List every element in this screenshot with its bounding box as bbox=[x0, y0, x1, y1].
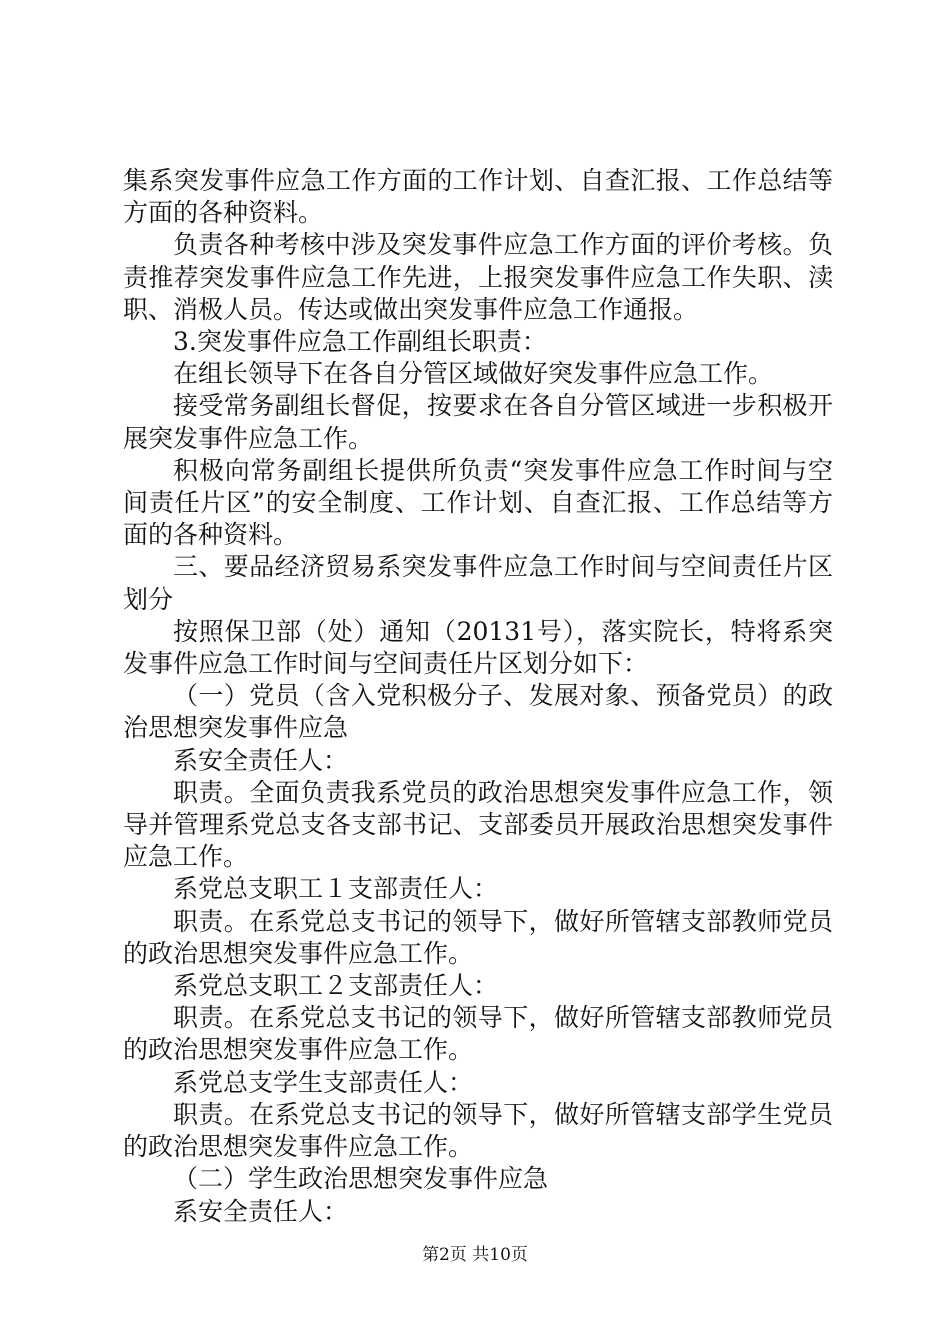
paragraph: 在组长领导下在各自分管区域做好突发事件应急工作。 bbox=[173, 359, 774, 389]
document-body bbox=[123, 165, 833, 1228]
subsection-heading: （二）学生政治思想突发事件应急 bbox=[173, 1164, 549, 1194]
paragraph: 职责。全面负责我系党员的政治思想突发事件应急工作，领导并管理系党总支各支部书记、支部委员开展政治思想突发事件应急工作。 bbox=[123, 777, 833, 872]
paragraph: 负责各种考核中涉及突发事件应急工作方面的评价考核。负责推荐突发事件应急工作先进，上报突发事件应急工作失职、渎职、消极人员。传达或做出突发事件应急工作通报。 bbox=[123, 230, 833, 324]
paragraph: 系安全责任人： bbox=[173, 1196, 349, 1226]
subsection-heading: （一）党员（含入党积极分子、发展对象、预备党员）的政治思想突发事件应急 bbox=[123, 681, 833, 743]
section-heading: 3.突发事件应急工作副组长职责： bbox=[173, 327, 547, 357]
paragraph: 职责。在系党总支书记的领导下，做好所管辖支部教师党员的政治思想突发事件应急工作。 bbox=[123, 1003, 833, 1065]
paragraph: 积极向常务副组长提供所负责“突发事件应急工作时间与空间责任片区”的安全制度、工作计划、自查汇报、工作总结等方面的各种资料。 bbox=[123, 455, 833, 550]
paragraph: 接受常务副组长督促，按要求在各自分管区域进一步积极开展突发事件应急工作。 bbox=[123, 391, 833, 453]
paragraph: 职责。在系党总支书记的领导下，做好所管辖支部教师党员的政治思想突发事件应急工作。 bbox=[123, 906, 833, 968]
page-number-footer: 第2页 共10页 bbox=[422, 1245, 528, 1265]
paragraph: 系党总支学生支部责任人： bbox=[173, 1067, 474, 1097]
paragraph: 系党总支职工２支部责任人： bbox=[173, 971, 499, 1001]
paragraph: 系党总支职工１支部责任人： bbox=[173, 874, 499, 904]
section-heading: 三、要品经济贸易系突发事件应急工作时间与空间责任片区划分 bbox=[123, 552, 833, 614]
paragraph: 系安全责任人： bbox=[173, 745, 349, 775]
paragraph: 集系突发事件应急工作方面的工作计划、自查汇报、工作总结等方面的各种资料。 bbox=[123, 166, 833, 228]
paragraph: 按照保卫部（处）通知（20131号），落实院长，特将系突发事件应急工作时间与空间责任片区划分如下： bbox=[123, 616, 833, 679]
paragraph: 职责。在系党总支书记的领导下，做好所管辖支部学生党员的政治思想突发事件应急工作。 bbox=[123, 1099, 833, 1162]
